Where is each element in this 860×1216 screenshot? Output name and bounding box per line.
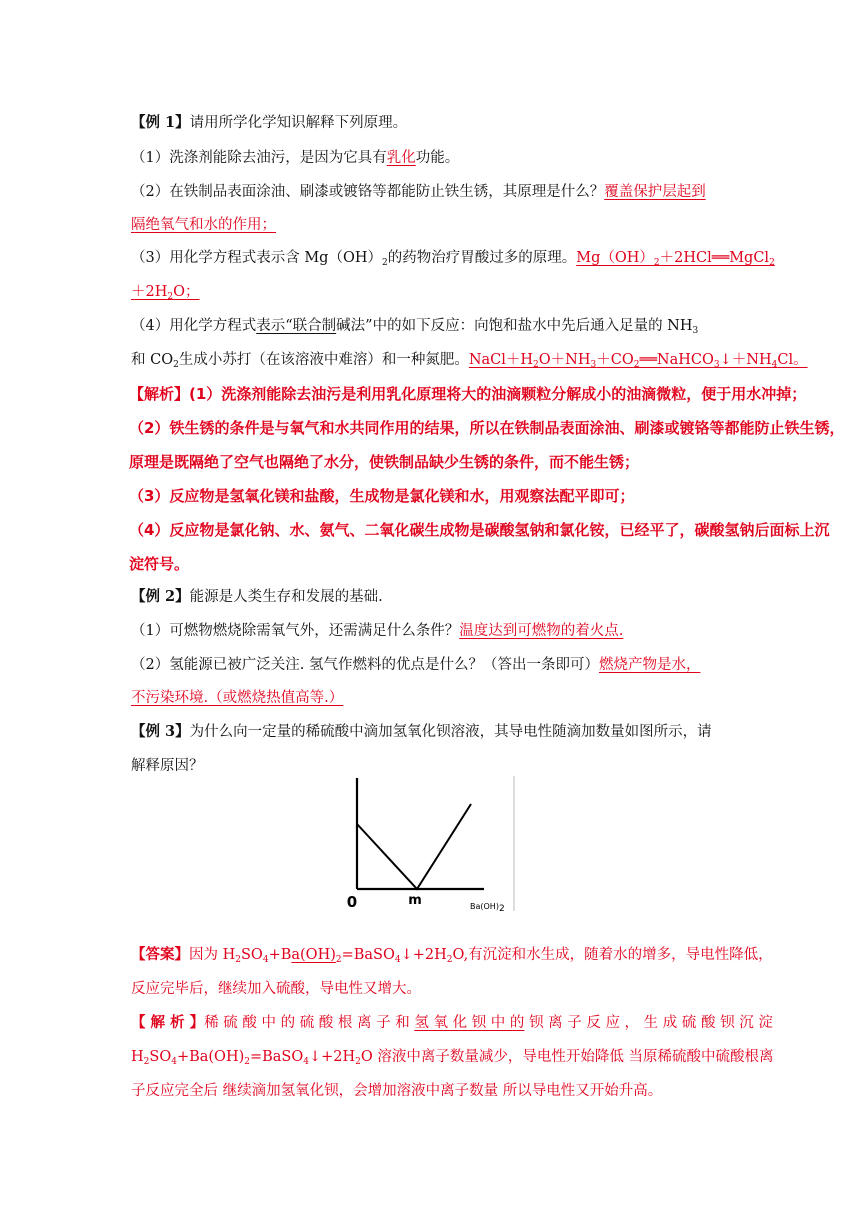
- eq-part: SO: [149, 1049, 172, 1065]
- ex1-q4: [131, 316, 698, 341]
- ex3-analysis-3: 子反应完全后 继续滴加氢氧化钡，会增加溶液中离子数量 所以导电性又开始升高。: [131, 1083, 663, 1099]
- ex1-q4-text-c: 和 CO: [131, 352, 174, 368]
- eq-part: H: [131, 1049, 144, 1065]
- eq-sub: 3: [713, 360, 720, 370]
- ex3-answer-1: [131, 945, 773, 970]
- ex1-analysis-4: （3）反应物是氢氧化镁和盐酸，生成物是氯化镁和水，用观察法配平即可；: [129, 487, 635, 505]
- ex1-q3-cont: [131, 282, 200, 307]
- eq-sub: 2: [167, 292, 174, 302]
- ex1-q2-answer-2: 隔绝氧气和水的作用；: [131, 217, 276, 233]
- ex1-analysis-5: （4）反应物是氯化钠、水、氨气、二氧化碳生成物是碳酸氢钠和氯化铵，已经平了，碳酸氢钠后面标上沉: [129, 521, 830, 539]
- ex2-label: 【例 2】: [131, 588, 190, 605]
- eq-part: =BaSO: [341, 947, 395, 963]
- ex1-analysis-text-1: (1）洗涤剂能除去油污是利用乳化原理将大的油滴颗粒分解成小的油滴微粒，便于用水冲掉；: [189, 385, 807, 403]
- ex1-q1: [131, 148, 459, 168]
- ex3-analysis-1: [131, 1013, 773, 1033]
- ex1-q2-cont: [131, 215, 276, 235]
- ex1-q3-text-a: （3）用化学方程式表示含 Mg（OH）: [131, 250, 382, 266]
- ex1-q4-sub: 3: [692, 326, 699, 336]
- x-axis-label-sub: 2: [498, 904, 505, 911]
- eq-sub: 2: [244, 1057, 250, 1067]
- ex1-q4-text-a: （4）用化学方程式: [131, 318, 257, 334]
- ex1-q3-answer-1: [576, 250, 775, 266]
- ex1-q3-text-b: 的药物治疗胃酸过多的原理。: [387, 250, 577, 266]
- eq-sub: 2: [446, 955, 453, 965]
- ex1-q4-answer: [469, 352, 808, 368]
- eq-sub: 4: [262, 955, 269, 965]
- x-tick-m: m: [408, 893, 422, 908]
- eq-part: ＋CO: [596, 352, 634, 368]
- ex2-q2-cont: [131, 688, 343, 708]
- ex3-analysis-underlined: 氢 氧 化 钡 中 的: [414, 1015, 525, 1031]
- ex1-q2-answer-1: 覆盖保护层起到: [604, 184, 706, 200]
- eq-sub: 3: [590, 360, 597, 370]
- ex2-q1-text: （1）可燃物燃烧除需氧气外，还需满足什么条件？: [131, 623, 460, 639]
- ex1-q4-text-d: 生成小苏打（在该溶液中难溶）和一种氮肥。: [178, 352, 469, 368]
- eq-sub: 4: [771, 360, 778, 370]
- ex1-q3: [131, 248, 775, 273]
- eq-sub: 2: [533, 360, 539, 370]
- ex3-answer-2: 反应完毕后，继续加入硫酸，导电性又增大。: [131, 981, 421, 997]
- conductivity-chart: [312, 776, 522, 911]
- ex3-question: [131, 722, 712, 742]
- ex2-intro: 能源是人类生存和发展的基础.: [189, 589, 383, 605]
- ex2-q2-text: （2）氢能源已被广泛关注. 氢气作燃料的优点是什么？（答出一条即可）: [131, 657, 599, 673]
- eq-part: +Ba(OH): [176, 1049, 245, 1065]
- ex2-title-line: [131, 587, 383, 607]
- eq-sub: 2: [143, 1057, 150, 1067]
- ex2-q1-answer: 温度达到可燃物的着火点.: [459, 623, 624, 639]
- eq-part: ↓+2H: [400, 947, 447, 963]
- eq-sub: 2: [633, 360, 640, 370]
- ex1-q1-text: （1）洗涤剂能除去油污，是因为它具有: [131, 150, 387, 166]
- eq-part: 因为 H: [189, 947, 236, 963]
- eq-part: NaCl＋H: [468, 352, 534, 368]
- eq-sub: 2: [653, 258, 660, 268]
- eq-part: O＋NH: [538, 352, 591, 368]
- eq-part: ↓+2H: [309, 1049, 356, 1065]
- eq-part: ↓＋NH: [719, 352, 772, 368]
- eq-sub: 4: [171, 1057, 177, 1067]
- eq-sub: 2: [235, 955, 241, 965]
- eq-sub: 4: [394, 955, 401, 965]
- ex1-q1-answer: 乳化: [386, 150, 416, 166]
- eq-part: ＋2H: [131, 284, 168, 300]
- ex3-analysis-text-a: 稀 硫 酸 中 的 硫 酸 根 离 子 和: [204, 1015, 415, 1031]
- conductivity-line: [357, 804, 471, 889]
- ex3-answer-label: 【答案】: [131, 946, 189, 963]
- ex1-label: 【例 1】: [131, 114, 190, 131]
- eq-part: O 溶液中离子数量减少，导电性开始降低 当原稀硫酸中硫酸根离: [360, 1049, 774, 1065]
- x-axis-label-main: Ba(OH): [470, 902, 499, 911]
- eq-part: O；: [173, 284, 200, 300]
- eq-part: Mg（OH）: [576, 250, 654, 266]
- eq-part: Cl。: [777, 352, 808, 368]
- ex1-q4-text-b: 碱法”中的如下反应：向饱和盐水中先后通入足量的 NH: [336, 318, 693, 334]
- ex3-question-cont: 解释原因？: [131, 758, 204, 774]
- ex3-analysis-2: [131, 1047, 774, 1072]
- eq-sub: 4: [303, 1057, 309, 1067]
- ex3-label: 【例 3】: [131, 723, 190, 740]
- ex1-analysis-2: （2）铁生锈的条件是与氧气和水共同作用的结果，所以在铁制品表面涂油、刷漆或镀铬等都能防止铁生锈，: [129, 419, 845, 437]
- eq-part: ＋2HCl══MgCl: [659, 250, 770, 266]
- ex1-q2-text: （2）在铁制品表面涂油、刷漆或镀铬等都能防止铁生锈，其原理是什么？: [131, 184, 605, 200]
- eq-part-underlined: a(OH): [291, 947, 336, 963]
- ex2-q2: [131, 655, 700, 675]
- ex1-q2: [131, 182, 706, 202]
- ex1-q3-sub: 2: [382, 258, 388, 268]
- ex1-q3-answer-2: [131, 284, 200, 300]
- ex1-q1-tail: 功能。: [415, 150, 460, 166]
- eq-part: ══NaHCO: [639, 352, 714, 368]
- eq-sub: 2: [335, 955, 342, 965]
- ex1-analysis-1: [129, 384, 806, 404]
- ex3-question-text: 为什么向一定量的稀硫酸中滴加氢氧化钡溶液，其导电性随滴加数量如图所示，请: [189, 724, 712, 740]
- ex1-q4-underlined: 表示“联合制: [256, 318, 337, 334]
- ex3-analysis-text-b: 钡 离 子 反 应 ， 生 成 硫 酸 钡 沉 淀: [524, 1015, 773, 1031]
- eq-part: =BaSO: [249, 1049, 304, 1065]
- ex2-q1: [131, 621, 623, 641]
- series-group: [357, 804, 471, 889]
- eq-part: +B: [268, 947, 292, 963]
- ex1-analysis-label: 【解析】: [129, 385, 190, 403]
- ex2-q2-answer-2: 不污染环境.（或燃烧热值高等.）: [131, 690, 344, 706]
- ex1-analysis-6: 淀符号。: [129, 555, 190, 573]
- eq-sub: 2: [355, 1057, 361, 1067]
- ex1-analysis-3: 原理是既隔绝了空气也隔绝了水分，使铁制品缺少生锈的条件，而不能生锈；: [129, 453, 640, 471]
- ex3-answer-text: [189, 947, 773, 963]
- eq-part: O,有沉淀和水生成，随着水的增多，导电性降低，: [452, 947, 773, 963]
- ex1-q4-cont: [131, 350, 808, 375]
- ex1-intro: 请用所学化学知识解释下列原理。: [189, 115, 408, 131]
- ex1-title-line: [131, 113, 407, 133]
- eq-part: SO: [241, 947, 263, 963]
- x-tick-origin: 0: [346, 893, 358, 911]
- x-axis-label: [470, 902, 505, 911]
- ex3-analysis-label: 【 解 析 】: [131, 1014, 205, 1031]
- eq-sub: 2: [769, 258, 775, 268]
- ex2-q2-answer-1: 燃烧产物是水，: [598, 657, 701, 673]
- ex1-q4-sub2: 2: [173, 360, 179, 370]
